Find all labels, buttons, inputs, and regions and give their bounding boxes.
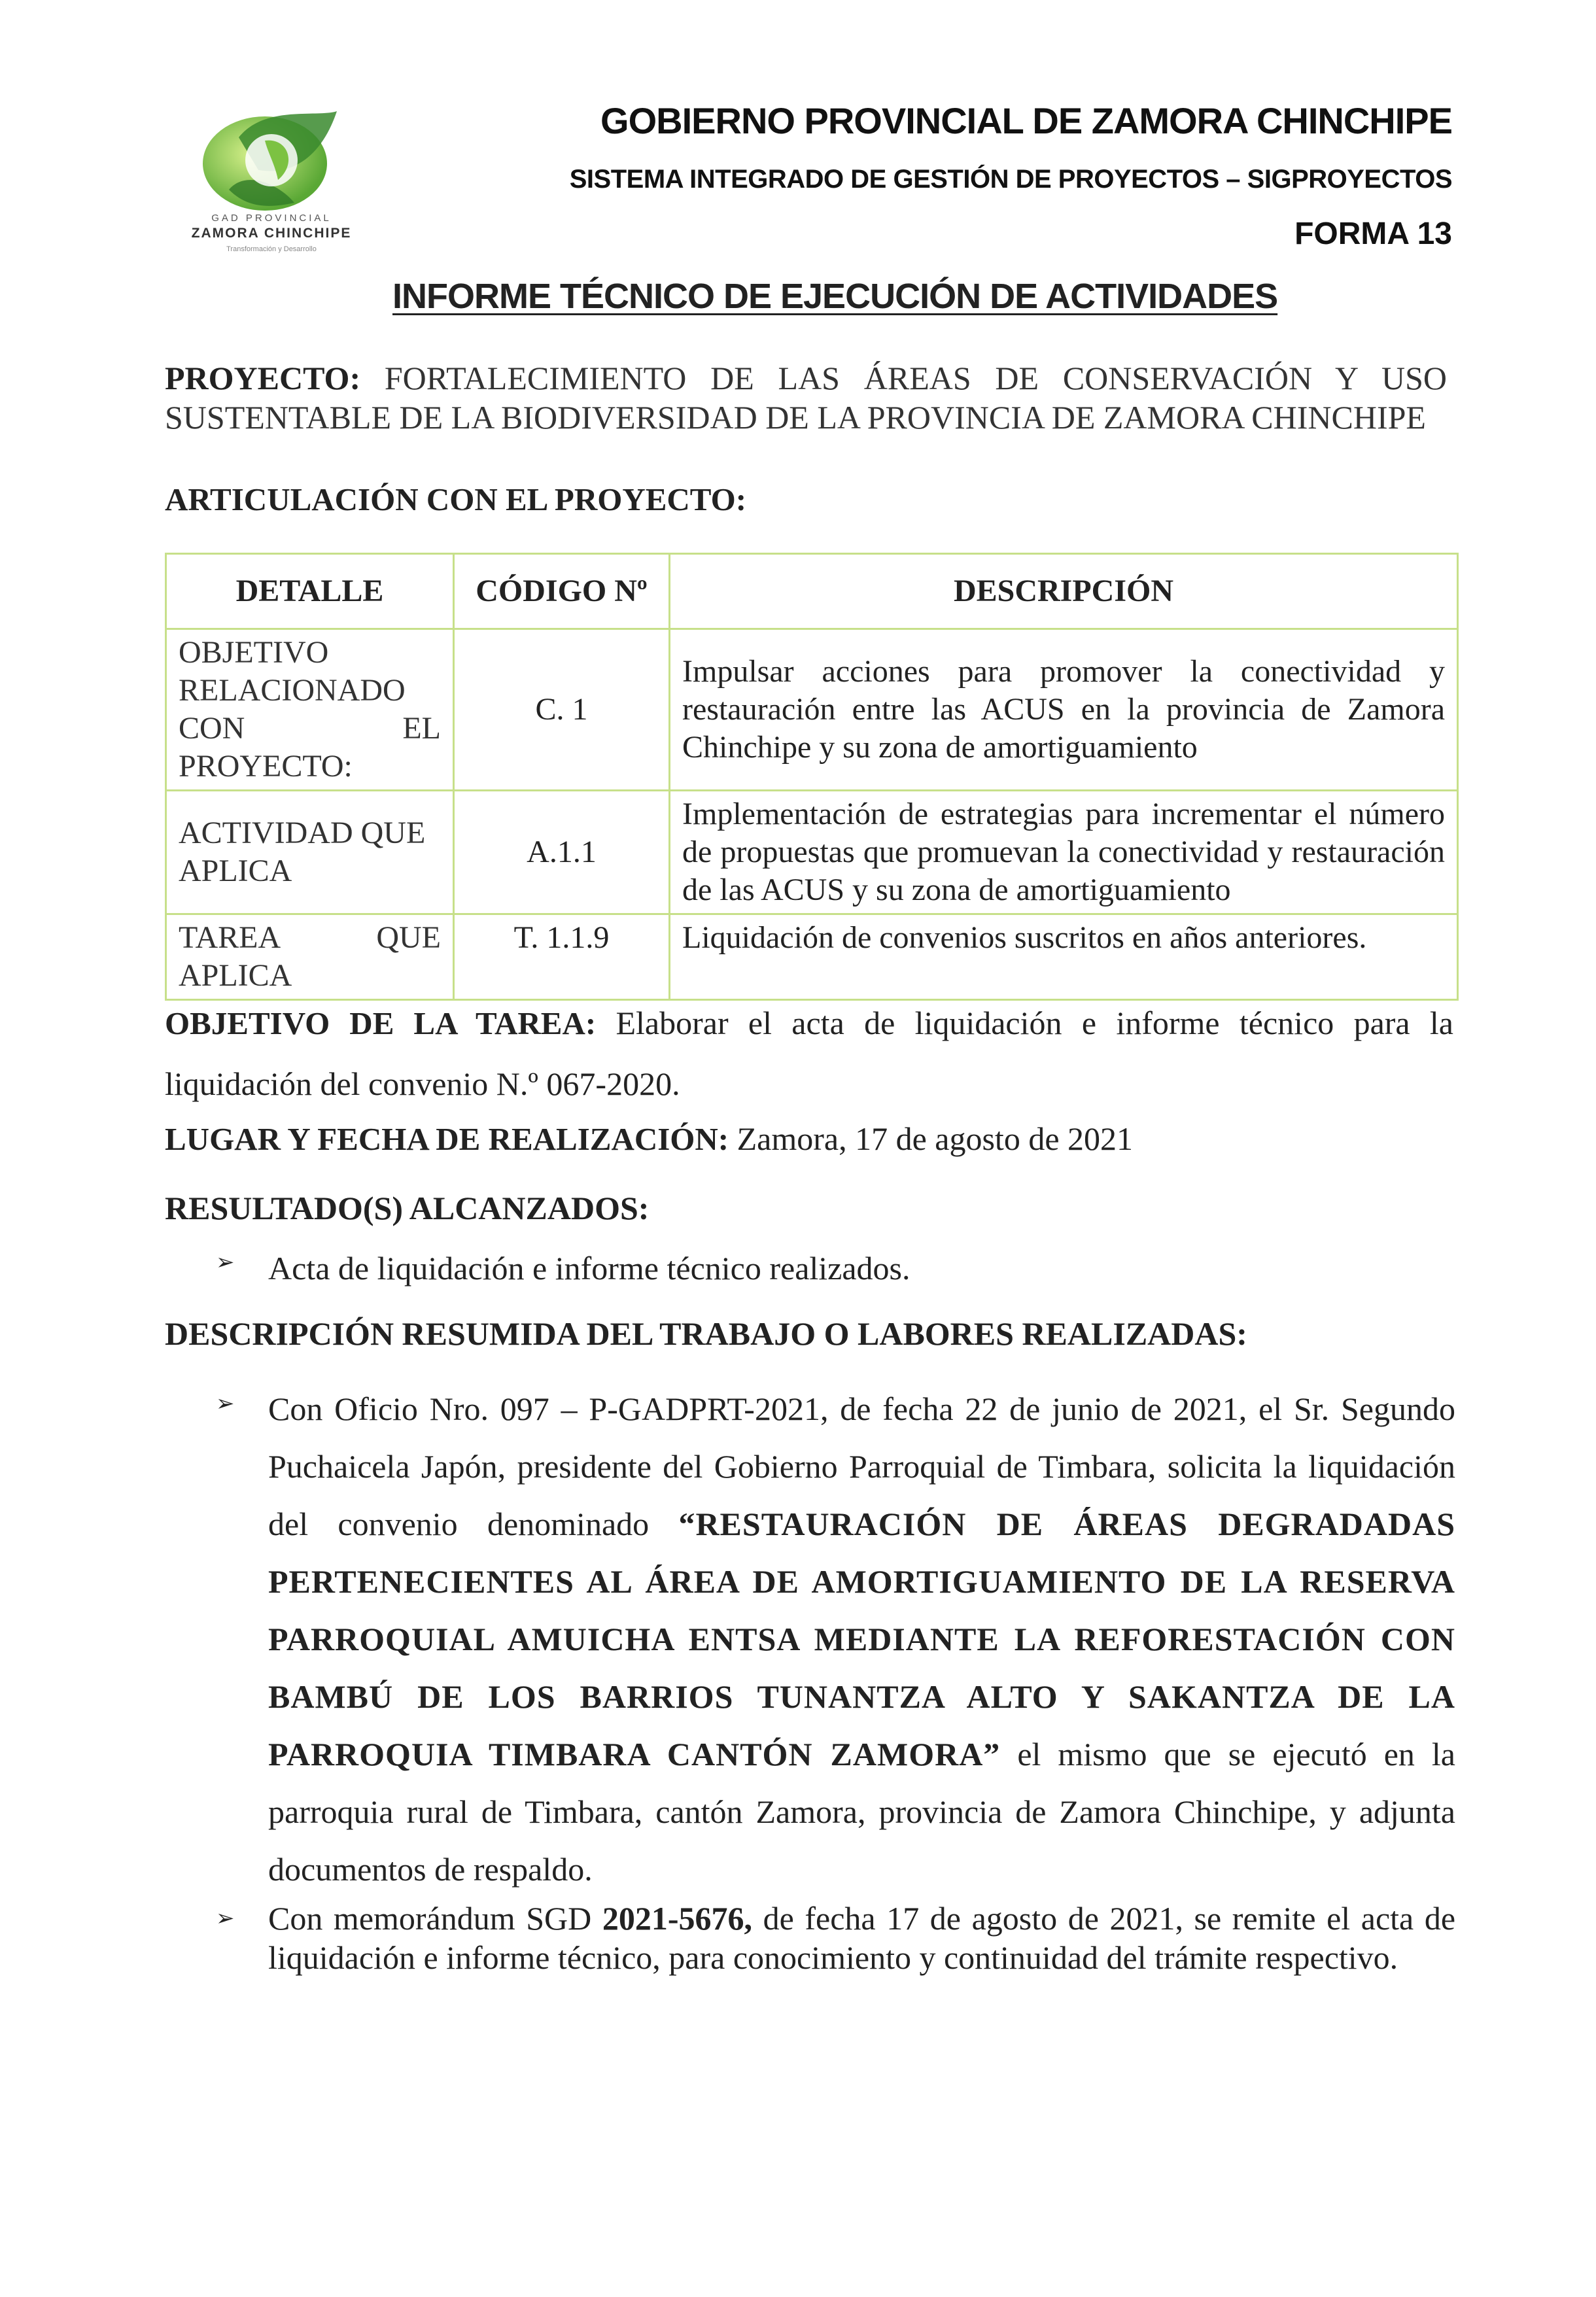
code-cell: C. 1 [454,629,670,791]
arrow-bullet-icon: ➢ [216,1905,235,1931]
articulation-heading: ARTICULACIÓN CON EL PROYECTO: [165,481,747,517]
detail-cell [166,629,454,791]
column-header-description: DESCRIPCIÓN [670,554,1458,629]
place-and-date [165,1120,1453,1158]
form-number: FORMA 13 [1294,216,1452,251]
detail-line: OBJETIVO [179,635,329,670]
task-objective [165,993,1453,1114]
list-item [216,1249,1455,1302]
detail-word: EL [402,711,441,746]
summary-text: de fecha 17 de agosto de 2021, se remite el acta de liquidación e informe técnico, para conocimiento y continuidad del trámite respectivo. [268,1900,1456,1976]
project-label: PROYECTO: [165,360,361,396]
arrow-bullet-icon: ➢ [216,1249,235,1275]
column-header-code: CÓDIGO Nº [454,554,670,629]
logo-line-2: ZAMORA CHINCHIPE [191,226,352,241]
detail-word: TAREA [179,920,281,955]
system-name: SISTEMA INTEGRADO DE GESTIÓN DE PROYECTOS – SIGPROYECTOS [569,165,1452,194]
summary-text: el mismo que se ejecutó en la parroquia rural de Timbara, cantón Zamora, provincia de Zamora Chinchipe, y adjunta documentos de respaldo. [268,1736,1455,1888]
place-date-value: Zamora, 17 de agosto de 2021 [737,1120,1134,1157]
table-header-row [166,554,1458,629]
detail-word: CON [179,711,245,746]
description-cell: Liquidación de convenios suscritos en años anteriores. [670,914,1458,1000]
detail-line [179,710,441,748]
objective-text: Elaborar el acta de liquidación e informe técnico para la liquidación del convenio N.º 067-2020. [165,1005,1453,1102]
table-row [166,629,1458,791]
project-name: FORTALECIMIENTO DE LAS ÁREAS DE CONSERVACIÓN Y USO SUSTENTABLE DE LA BIODIVERSIDAD DE LA PROVINCIA DE ZAMORA CHINCHIPE [165,360,1447,436]
arrow-bullet-icon: ➢ [216,1390,235,1417]
detail-line: APLICA [179,854,292,888]
logo-line-1: GAD PROVINCIAL [211,213,332,224]
table-row [166,914,1458,1000]
summary-heading: DESCRIPCIÓN RESUMIDA DEL TRABAJO O LABORES REALIZADAS: [165,1315,1247,1352]
detail-cell [166,914,454,1000]
leaf-logo-icon [167,92,370,216]
table-row [166,791,1458,914]
detail-line: RELACIONADO [179,673,406,708]
detail-line [179,919,441,957]
detail-word: QUE [376,920,441,955]
detail-cell [166,791,454,914]
detail-line: APLICA [179,958,292,993]
objective-label: OBJETIVO DE LA TAREA: [165,1005,597,1041]
summary-paragraph [268,1380,1455,1898]
summary-text: Con memorándum SGD [268,1900,592,1937]
list-item [216,1899,1455,1990]
organization-name: GOBIERNO PROVINCIAL DE ZAMORA CHINCHIPE [600,100,1452,141]
result-text: Acta de liquidación e informe técnico realizados. [268,1250,911,1287]
place-date-label: LUGAR Y FECHA DE REALIZACIÓN: [165,1121,729,1157]
detail-line: PROYECTO: [179,749,353,784]
agreement-name: “RESTAURACIÓN DE ÁREAS DEGRADADAS PERTENECIENTES AL ÁREA DE AMORTIGUAMIENTO DE LA RESERVA PARROQUIAL AMUICHA ENTSA MEDIANTE LA REFORESTACIÓN CON BAMBÚ DE LOS BARRIOS TUNANTZA ALTO Y SAKANTZA DE LA PARROQUIA TIMBARA CANTÓN ZAMORA” [268,1506,1456,1772]
description-cell: Impulsar acciones para promover la conectividad y restauración entre las ACUS en la provincia de Zamora Chinchipe y su zona de amortiguamiento [670,629,1458,791]
list-item [216,1380,1455,1897]
column-header-detail: DETALLE [166,554,454,629]
memo-number: 2021-5676, [602,1900,753,1937]
articulation-table [165,553,1457,1001]
code-cell: T. 1.1.9 [454,914,670,1000]
detail-line: ACTIVIDAD QUE [179,816,426,850]
project-block [165,358,1447,437]
document-title: INFORME TÉCNICO DE EJECUCIÓN DE ACTIVIDADES [392,277,1278,316]
description-cell: Implementación de estrategias para incrementar el número de propuestas que promuevan la conectividad y restauración de las ACUS y su zona de amortiguamiento [670,791,1458,914]
logo-line-3: Transformación y Desarrollo [226,245,317,253]
organization-logo [167,92,370,275]
summary-text: Con Oficio Nro. 097 – P-GADPRT-2021, de fecha 22 de junio de 2021, el Sr. Segundo Puchaicela Japón, presidente del Gobierno Parroquial de Timbara, solicita la liquidación del convenio denominado [268,1390,1455,1542]
summary-paragraph [268,1899,1455,1977]
code-cell: A.1.1 [454,791,670,914]
results-heading: RESULTADO(S) ALCANZADOS: [165,1190,650,1226]
